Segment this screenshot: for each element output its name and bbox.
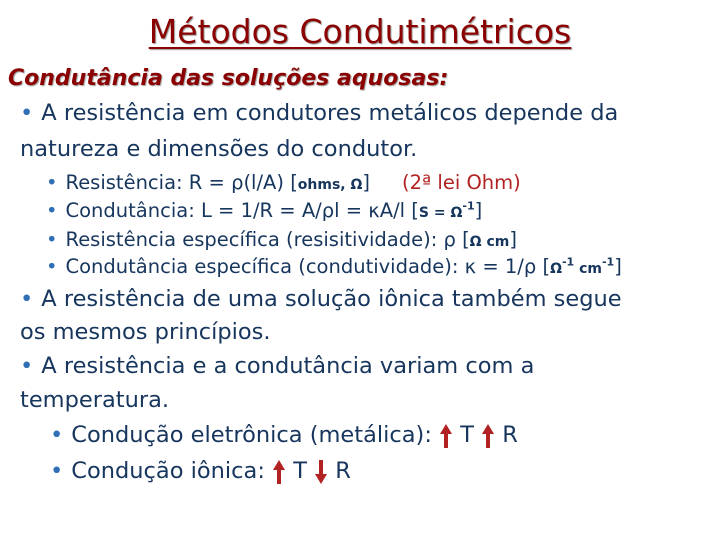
conductance-formula-item: [46, 199, 482, 222]
conductivity-item: [46, 255, 622, 278]
resistance-unit-close: ]: [362, 171, 371, 194]
ionic-line-1: A resistência de uma solução iônica também segue: [41, 286, 622, 312]
up-arrow-icon: [481, 423, 495, 449]
ionic-conduction-label: Condução iônica:: [71, 458, 273, 484]
up-arrow-icon: [272, 459, 286, 485]
resistance-unit: ohms, Ω: [297, 177, 363, 193]
electronic-T: T: [460, 422, 474, 448]
conductance-unit-open: [: [411, 199, 419, 222]
conductivity-sup-b: -1: [601, 255, 615, 269]
resistivity-label: Resistência específica (resisitividade): ρ: [65, 228, 463, 251]
conductivity-unit-a: Ω: [550, 261, 562, 277]
metal-resistance-item-cont: [20, 136, 417, 162]
bullet-icon: •: [20, 286, 34, 312]
conductivity-sup-a: -1: [561, 255, 575, 269]
section-heading: Condutância das soluções aquosas:: [8, 66, 449, 91]
resistivity-unit-open: [: [462, 228, 470, 251]
bullet-icon: •: [50, 458, 64, 484]
resistance-label: Resistência: R = ρ(l/A): [65, 171, 291, 194]
electronic-conduction-item: [50, 422, 518, 449]
conductivity-unit-b: cm: [574, 261, 602, 277]
resistance-formula-item: [46, 171, 521, 194]
conductivity-label: Condutância específica (condutividade): κ = 1/ρ: [65, 255, 543, 278]
conductance-unit-sup: -1: [462, 199, 475, 213]
resistivity-unit: Ω cm: [469, 234, 510, 250]
bullet-icon: •: [46, 171, 58, 194]
resistance-unit-open: [: [290, 171, 298, 194]
ionic-resistance-item: [20, 286, 622, 312]
temperature-line-2: temperatura.: [20, 387, 170, 413]
ionic-R: R: [335, 458, 351, 484]
ionic-line-2: os mesmos princípios.: [20, 319, 271, 345]
electronic-conduction-label: Condução eletrônica (metálica):: [71, 422, 440, 448]
temperature-item-cont: [20, 387, 169, 413]
bullet-icon: •: [20, 353, 34, 379]
bullet-icon: •: [46, 255, 58, 278]
conductivity-unit-close: ]: [614, 255, 622, 278]
electronic-R: R: [502, 422, 518, 448]
conductivity-unit-open: [: [542, 255, 551, 278]
ionic-conduction-item: [50, 458, 351, 485]
conductance-unit: S = Ω: [418, 205, 463, 221]
resistivity-item: [46, 228, 517, 251]
bullet-icon: •: [46, 228, 58, 251]
metal-line-2: natureza e dimensões do condutor.: [20, 136, 418, 162]
metal-resistance-item: [20, 100, 618, 126]
metal-line-1: A resistência em condutores metálicos depende da: [41, 100, 619, 126]
ionic-resistance-item-cont: [20, 319, 271, 345]
conductance-label: Condutância: L = 1/R = A/ρl = κA/l: [65, 199, 412, 222]
bullet-icon: •: [46, 199, 58, 222]
temperature-item: [20, 353, 534, 379]
down-arrow-icon: [314, 459, 328, 485]
conductance-unit-close: ]: [474, 199, 483, 222]
resistivity-unit-close: ]: [509, 228, 517, 251]
page-title: Métodos Condutimétricos: [148, 12, 572, 51]
bullet-icon: •: [20, 100, 34, 126]
ohm-law-note: (2ª lei Ohm): [402, 171, 521, 194]
temperature-line-1: A resistência e a condutância variam com a: [41, 353, 535, 379]
up-arrow-icon: [439, 423, 453, 449]
bullet-icon: •: [50, 422, 64, 448]
ionic-T: T: [293, 458, 307, 484]
